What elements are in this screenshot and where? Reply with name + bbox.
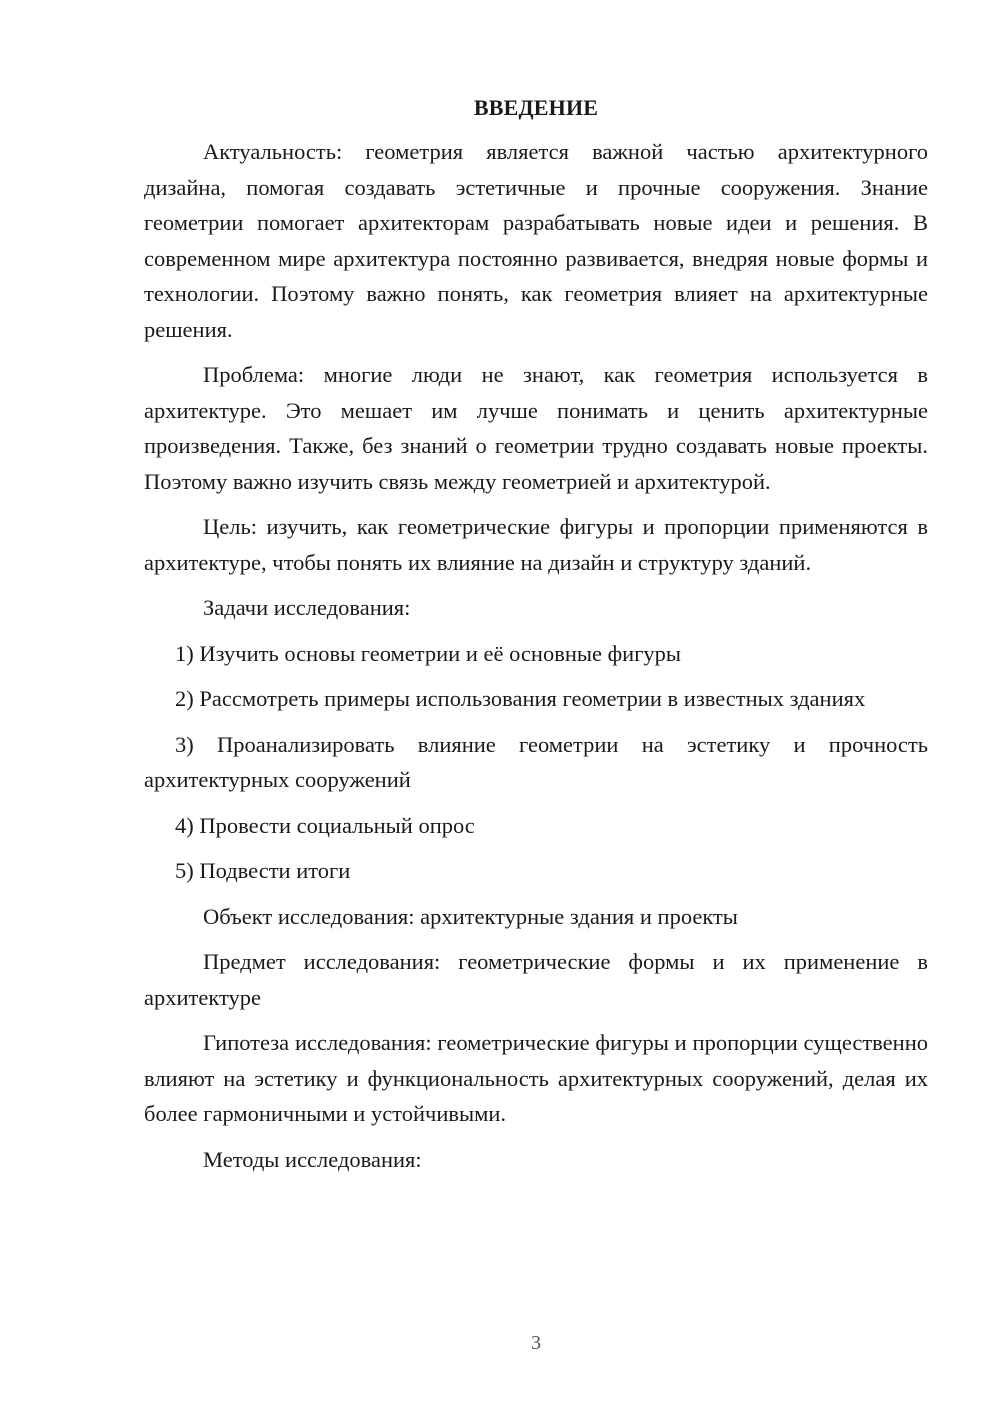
subject-paragraph: Предмет исследования: геометрические формы и их применение в архитектуре xyxy=(144,949,928,1010)
hypothesis-paragraph: Гипотеза исследования: геометрические фигуры и пропорции существенно влияют на эстетику и функциональность архитектурных сооружений, делая их более гармоничными и устойчивыми. xyxy=(144,1030,928,1126)
task-item-2: 2) Рассмотреть примеры использования геометрии в известных зданиях xyxy=(175,686,866,711)
object-paragraph: Объект исследования: архитектурные здания и проекты xyxy=(203,903,738,929)
relevance-paragraph: Актуальность: геометрия является важной частью архитектурного дизайна, помогая создавать эстетичные и прочные сооружения. Знание геометрии помогает архитекторам разрабатывать новые идеи и решения. В современном мире архитектура постоянно развивается, внедряя новые формы и технологии. Поэтому важно понять, как геометрия влияет на архитектурные решения. xyxy=(144,139,928,342)
page-content xyxy=(144,92,928,1187)
page-number: 3 xyxy=(531,1332,541,1354)
goal-paragraph: Цель: изучить, как геометрические фигуры и пропорции применяются в архитектуре, чтобы понять их влияние на дизайн и структуру зданий. xyxy=(144,514,928,575)
task-item-3: 3) Проанализировать влияние геометрии на эстетику и прочность архитектурных сооружений xyxy=(144,731,928,792)
section-heading: ВВЕДЕНИЕ xyxy=(473,95,599,120)
task-item-4: 4) Провести социальный опрос xyxy=(175,812,475,838)
methods-title: Методы исследования: xyxy=(203,1146,422,1172)
tasks-title: Задачи исследования: xyxy=(203,595,411,620)
task-item-1: 1) Изучить основы геометрии и её основные фигуры xyxy=(175,640,682,666)
problem-paragraph: Проблема: многие люди не знают, как геометрия используется в архитектуре. Это мешает им лучше понимать и ценить архитектурные произведения. Также, без знаний о геометрии трудно создавать новые проекты. Поэтому важно изучить связь между геометрией и архитектурой. xyxy=(144,362,928,494)
task-item-5: 5) Подвести итоги xyxy=(175,858,351,883)
